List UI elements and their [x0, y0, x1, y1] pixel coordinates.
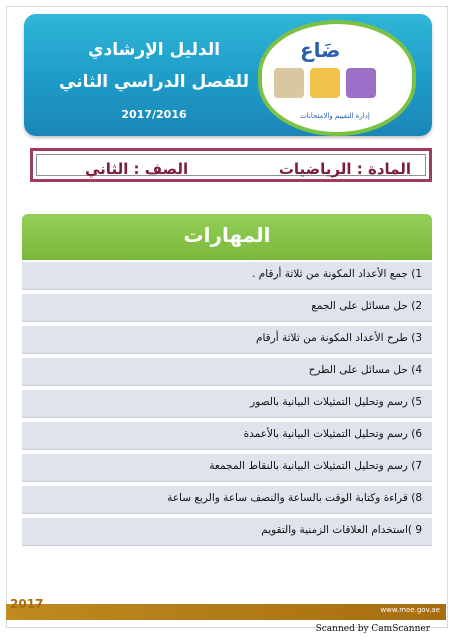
- skill-row: [22, 518, 432, 546]
- skills-list: [22, 262, 432, 550]
- subject-box-inner: [36, 154, 426, 176]
- skill-text: 3) طرح الأعداد المكونة من ثلاثة أرقام: [255, 332, 422, 344]
- semester-title: للفصل الدراسي الثاني: [59, 72, 249, 92]
- skill-text: 8) قراءة وكتابة الوقت بالساعة والنصف ساعة والربع ساعة: [167, 492, 422, 504]
- skill-row: [22, 262, 432, 290]
- skill-row: [22, 326, 432, 354]
- grade-label: الصف : الثاني: [85, 160, 189, 178]
- skills-header: [22, 214, 432, 260]
- skill-row: [22, 294, 432, 322]
- ministry-logo: [258, 20, 416, 136]
- skill-row: [22, 454, 432, 482]
- skills-panel: [22, 214, 432, 550]
- subject-label: المادة : الرياضيات: [278, 160, 411, 178]
- scanner-watermark: Scanned by CamScanner: [315, 624, 430, 634]
- academic-year: 2017/2016: [121, 108, 187, 121]
- lab-icon: [310, 68, 340, 98]
- logo-subtitle: إدارة التقييم والامتحانات: [300, 112, 370, 120]
- subject-box: [30, 148, 432, 182]
- skills-title: المهارات: [183, 223, 271, 247]
- tools-icon: [346, 68, 376, 98]
- skill-text: 2) حل مسائل على الجمع: [311, 300, 422, 312]
- skill-row: [22, 358, 432, 386]
- skill-row: [22, 422, 432, 450]
- skill-text: 4) حل مسائل على الطرح: [308, 364, 422, 376]
- skill-row: [22, 486, 432, 514]
- footer-year: 2017: [10, 597, 44, 611]
- skill-text: 1) جمع الأعداد المكونة من ثلاثة أرقام .: [252, 268, 422, 280]
- logo-title: ضَاع: [300, 38, 341, 62]
- skill-text: 6) رسم وتحليل التمثيلات البيانية بالأعمدة: [243, 428, 422, 440]
- guide-title: الدليل الإرشادي: [87, 40, 221, 60]
- skill-text: 7) رسم وتحليل التمثيلات البيانية بالنقاط المجمعة: [209, 460, 422, 472]
- header-banner: [24, 14, 432, 136]
- skill-text: 9 )استخدام العلاقات الزمنية والتقويم: [261, 524, 422, 536]
- science-icon: [274, 68, 304, 98]
- skill-row: [22, 390, 432, 418]
- footer-url: www.moe.gov.ae: [380, 606, 440, 614]
- skill-text: 5) رسم وتحليل التمثيلات البيانية بالصور: [250, 396, 422, 408]
